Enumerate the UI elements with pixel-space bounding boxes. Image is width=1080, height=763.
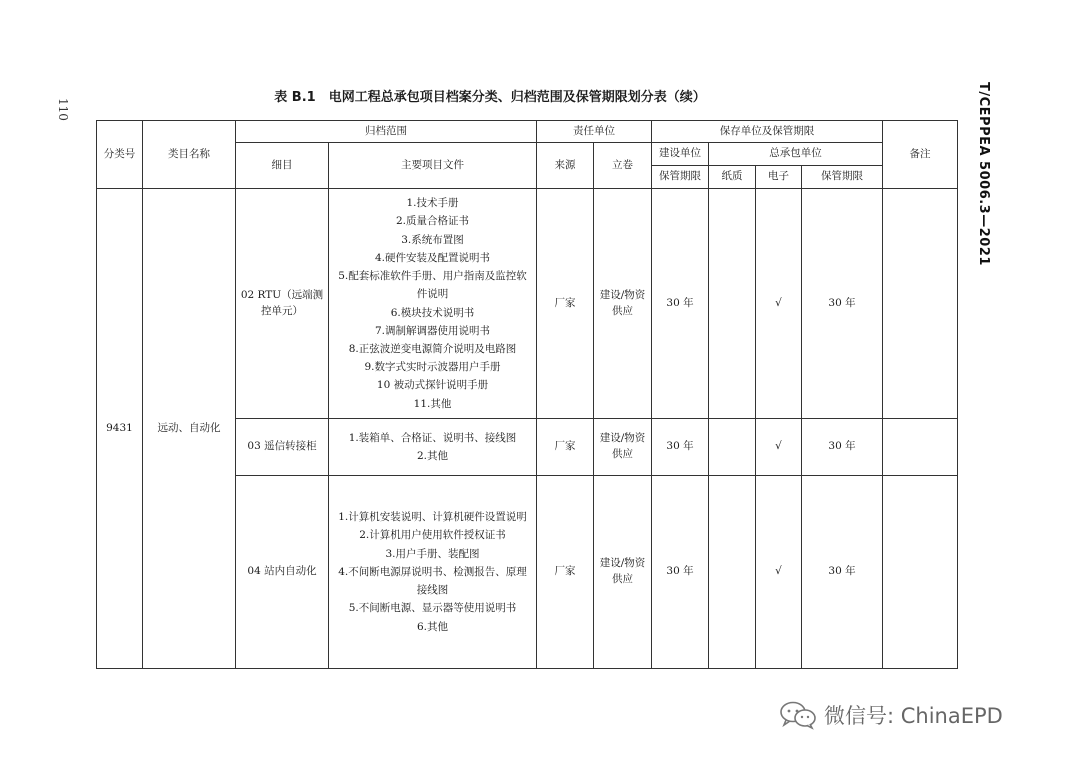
file-item: 5.不间断电源、显示器等使用说明书 — [348, 602, 517, 615]
header-source: 来源 — [537, 143, 594, 189]
row-paper — [709, 476, 756, 669]
header-responsible-unit: 责任单位 — [537, 121, 652, 143]
file-item: 2.其他 — [416, 450, 449, 462]
wechat-icon — [778, 700, 818, 730]
header-archive-scope: 归档范围 — [236, 121, 537, 143]
row-source: 厂家 — [537, 419, 594, 476]
standard-code: T/CEPPEA 5006.3—2021 — [976, 82, 991, 266]
row-source: 厂家 — [537, 189, 594, 419]
row-detail: 03 遥信转接柜 — [236, 419, 329, 476]
row-remarks — [883, 189, 958, 419]
file-item: 1.技术手册 — [406, 197, 459, 210]
row-files — [329, 476, 537, 669]
row-remarks — [883, 419, 958, 476]
row-electronic-check: √ — [756, 419, 802, 476]
header-detail: 细目 — [236, 143, 329, 189]
row-files — [329, 189, 537, 419]
file-item: 10 被动式探针说明手册 — [376, 379, 489, 392]
watermark — [778, 700, 1003, 730]
header-contractor-unit: 总承包单位 — [709, 143, 883, 166]
row-construction-period: 30 年 — [652, 419, 709, 476]
file-item: 6.其他 — [416, 620, 449, 633]
header-category-name: 类目名称 — [143, 121, 236, 189]
header-retention: 保存单位及保管期限 — [652, 121, 883, 143]
file-item: 3.系统布置图 — [401, 233, 464, 246]
file-item: 5.配套标准软件手册、用户指南及监控软件说明 — [338, 270, 527, 301]
row-contractor-period: 30 年 — [802, 419, 883, 476]
file-item: 8.正弦波逆变电源简介说明及电路图 — [348, 342, 517, 355]
file-item: 9.数字式实时示波器用户手册 — [364, 361, 501, 374]
row-paper — [709, 419, 756, 476]
row-electronic-check: √ — [756, 189, 802, 419]
file-item: 4.硬件安装及配置说明书 — [374, 251, 491, 264]
header-filing: 立卷 — [594, 143, 652, 189]
file-item: 2.质量合格证书 — [395, 215, 470, 228]
row-construction-period: 30 年 — [652, 189, 709, 419]
row-filing: 建设/物资供应 — [594, 419, 652, 476]
file-item: 11.其他 — [413, 397, 452, 410]
file-item: 3.用户手册、装配图 — [385, 547, 480, 560]
file-item: 1.装箱单、合格证、说明书、接线图 — [348, 431, 517, 444]
row-contractor-period: 30 年 — [802, 189, 883, 419]
header-category-code: 分类号 — [97, 121, 143, 189]
row-electronic-check: √ — [756, 476, 802, 669]
file-item: 1.计算机安装说明、计算机硬件设置说明 — [338, 511, 527, 524]
file-item: 6.模块技术说明书 — [390, 306, 475, 319]
header-paper: 纸质 — [709, 166, 756, 189]
file-item: 4.不间断电源屏说明书、检测报告、原理接线图 — [338, 565, 527, 597]
row-files — [329, 419, 537, 476]
page-number: 110 — [56, 98, 70, 121]
row-construction-period: 30 年 — [652, 476, 709, 669]
watermark-text: 微信号: ChinaEPD — [824, 704, 1003, 728]
header-electronic: 电子 — [756, 166, 802, 189]
archive-table — [96, 120, 958, 669]
row-remarks — [883, 476, 958, 669]
table-row — [97, 189, 958, 419]
category-name: 远动、自动化 — [143, 189, 236, 669]
row-paper — [709, 189, 756, 419]
row-contractor-period: 30 年 — [802, 476, 883, 669]
row-filing: 建设/物资供应 — [594, 189, 652, 419]
row-detail: 04 站内自动化 — [236, 476, 329, 669]
row-filing: 建设/物资供应 — [594, 476, 652, 669]
row-detail: 02 RTU（远端测控单元） — [236, 189, 329, 419]
row-source: 厂家 — [537, 476, 594, 669]
file-item: 2.计算机用户使用软件授权证书 — [359, 529, 506, 542]
header-construction-unit: 建设单位 — [652, 143, 709, 166]
category-code: 9431 — [97, 189, 143, 669]
header-contractor-period: 保管期限 — [802, 166, 883, 189]
header-remarks: 备注 — [883, 121, 958, 189]
header-construction-period: 保管期限 — [652, 166, 709, 189]
header-main-files: 主要项目文件 — [329, 143, 537, 189]
file-item: 7.调制解调器使用说明书 — [374, 324, 491, 337]
table-title: 表 B.1 电网工程总承包项目档案分类、归档范围及保管期限划分表（续） — [274, 90, 706, 105]
